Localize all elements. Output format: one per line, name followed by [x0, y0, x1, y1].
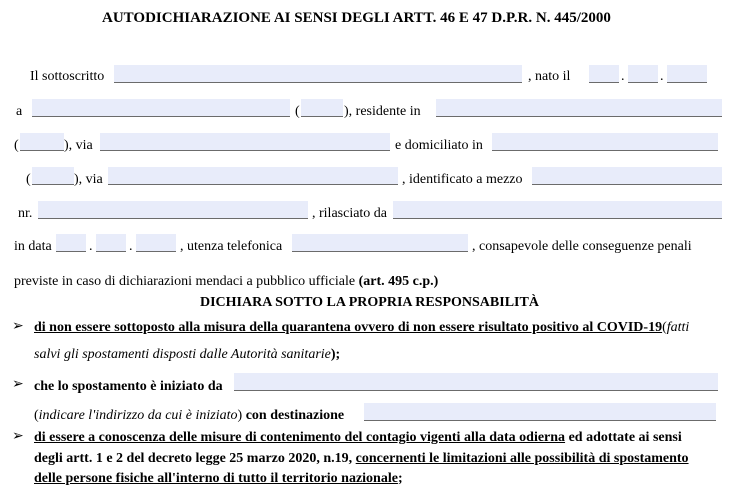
domicile-province-field[interactable]	[32, 167, 74, 185]
label-consapevole: , consapevole delle conseguenze penali	[472, 239, 692, 254]
bullet-1-paren: (	[662, 320, 667, 335]
paren-open: (	[295, 104, 300, 119]
issue-day-field[interactable]	[56, 234, 86, 252]
bullet-2-destination-label: con destinazione	[245, 408, 345, 423]
bullet-2-paren-open: (	[34, 408, 39, 423]
name-field[interactable]	[114, 65, 522, 83]
label-sottoscritto: Il sottoscritto	[30, 69, 105, 84]
label-domiciliato-in: e domiciliato in	[395, 138, 483, 153]
birth-place-field[interactable]	[32, 99, 290, 117]
bullet-1-fatti: fatti	[666, 320, 690, 335]
residence-street-field[interactable]	[100, 133, 390, 151]
dot-separator: .	[89, 239, 93, 254]
id-number-field[interactable]	[38, 201, 308, 219]
bullet-arrow-icon: ➢	[12, 377, 24, 392]
birth-day-field[interactable]	[589, 65, 619, 83]
bullet-2-hint: indicare l'indirizzo da cui è iniziato	[38, 408, 238, 423]
bullet-3-part-1: di essere a conoscenza delle misure di contenimento del contagio vigenti alla data odierna	[34, 430, 566, 445]
label-rilasciato-da: , rilasciato da	[312, 206, 388, 221]
bullet-1-line-1	[34, 320, 689, 336]
issue-month-field[interactable]	[96, 234, 126, 252]
dichiara-heading: DICHIARA SOTTO LA PROPRIA RESPONSABILITÀ	[200, 295, 539, 310]
label-residente-in: ), residente in	[344, 104, 421, 119]
bullet-3-line-2	[34, 451, 689, 467]
birth-province-field[interactable]	[301, 99, 343, 117]
destination-field[interactable]	[364, 403, 716, 421]
label-identificato: , identificato a mezzo	[402, 172, 523, 187]
bullet-arrow-icon: ➢	[12, 319, 24, 334]
id-document-field[interactable]	[532, 167, 722, 185]
bullet-3-line-1	[34, 430, 682, 446]
birth-year-field[interactable]	[667, 65, 707, 83]
bullet-1-main: di non essere sottoposto alla misura della quarantena ovvero di non essere risultato positivo al COVID-19	[34, 320, 663, 335]
domicile-street-field[interactable]	[108, 167, 398, 185]
art-495-text: (art. 495 c.p.)	[358, 274, 439, 289]
label-a: a	[16, 104, 23, 119]
bullet-2-line-2	[34, 408, 344, 424]
bullet-3-line-2b: concernenti le limitazioni alle possibilità di spostamento	[355, 451, 689, 466]
bullet-3-line-3	[34, 471, 403, 487]
paren-open: (	[26, 172, 31, 187]
bullet-2-paren-close: )	[237, 408, 243, 423]
bullet-1-line-2-italic: salvi gli spostamenti disposti dalle Autorità sanitarie	[34, 347, 331, 362]
domicile-city-field[interactable]	[492, 133, 718, 151]
bullet-3-line-3-text: delle persone fisiche all'interno di tutto il territorio nazionale	[34, 471, 398, 486]
label-utenza: , utenza telefonica	[180, 239, 283, 254]
dot-separator: .	[621, 69, 625, 84]
label-in-data: in data	[14, 239, 52, 254]
issue-year-field[interactable]	[136, 234, 176, 252]
issued-by-field[interactable]	[393, 201, 722, 219]
residence-province-field[interactable]	[20, 133, 64, 151]
bullet-3-part-2: ed adottate ai sensi	[568, 430, 682, 445]
previste-text: previste in caso di dichiarazioni mendaci a pubblico ufficiale	[14, 274, 356, 289]
departure-address-field[interactable]	[234, 373, 718, 391]
birth-month-field[interactable]	[628, 65, 658, 83]
bullet-1-line-2	[34, 347, 340, 363]
bullet-3-line-2a: degli artt. 1 e 2 del decreto legge 25 marzo 2020, n.19,	[34, 451, 353, 466]
label-nato-il: , nato il	[528, 69, 571, 84]
label-via: ), via	[64, 138, 93, 153]
page-title: AUTODICHIARAZIONE AI SENSI DEGLI ARTT. 46 E 47 D.P.R. N. 445/2000	[102, 10, 611, 26]
dot-separator: .	[660, 69, 664, 84]
label-nr: nr.	[18, 206, 33, 221]
bullet-3-line-3-end: ;	[397, 471, 403, 486]
bullet-arrow-icon: ➢	[12, 429, 24, 444]
phone-field[interactable]	[292, 234, 468, 252]
residence-city-field[interactable]	[436, 99, 722, 117]
label-via: ), via	[74, 172, 103, 187]
bullet-2-main: che lo spostamento è iniziato da	[34, 379, 223, 394]
dot-separator: .	[129, 239, 133, 254]
paren-open: (	[14, 138, 19, 153]
label-previste	[14, 274, 438, 290]
bullet-1-line-2-end: );	[330, 347, 341, 362]
